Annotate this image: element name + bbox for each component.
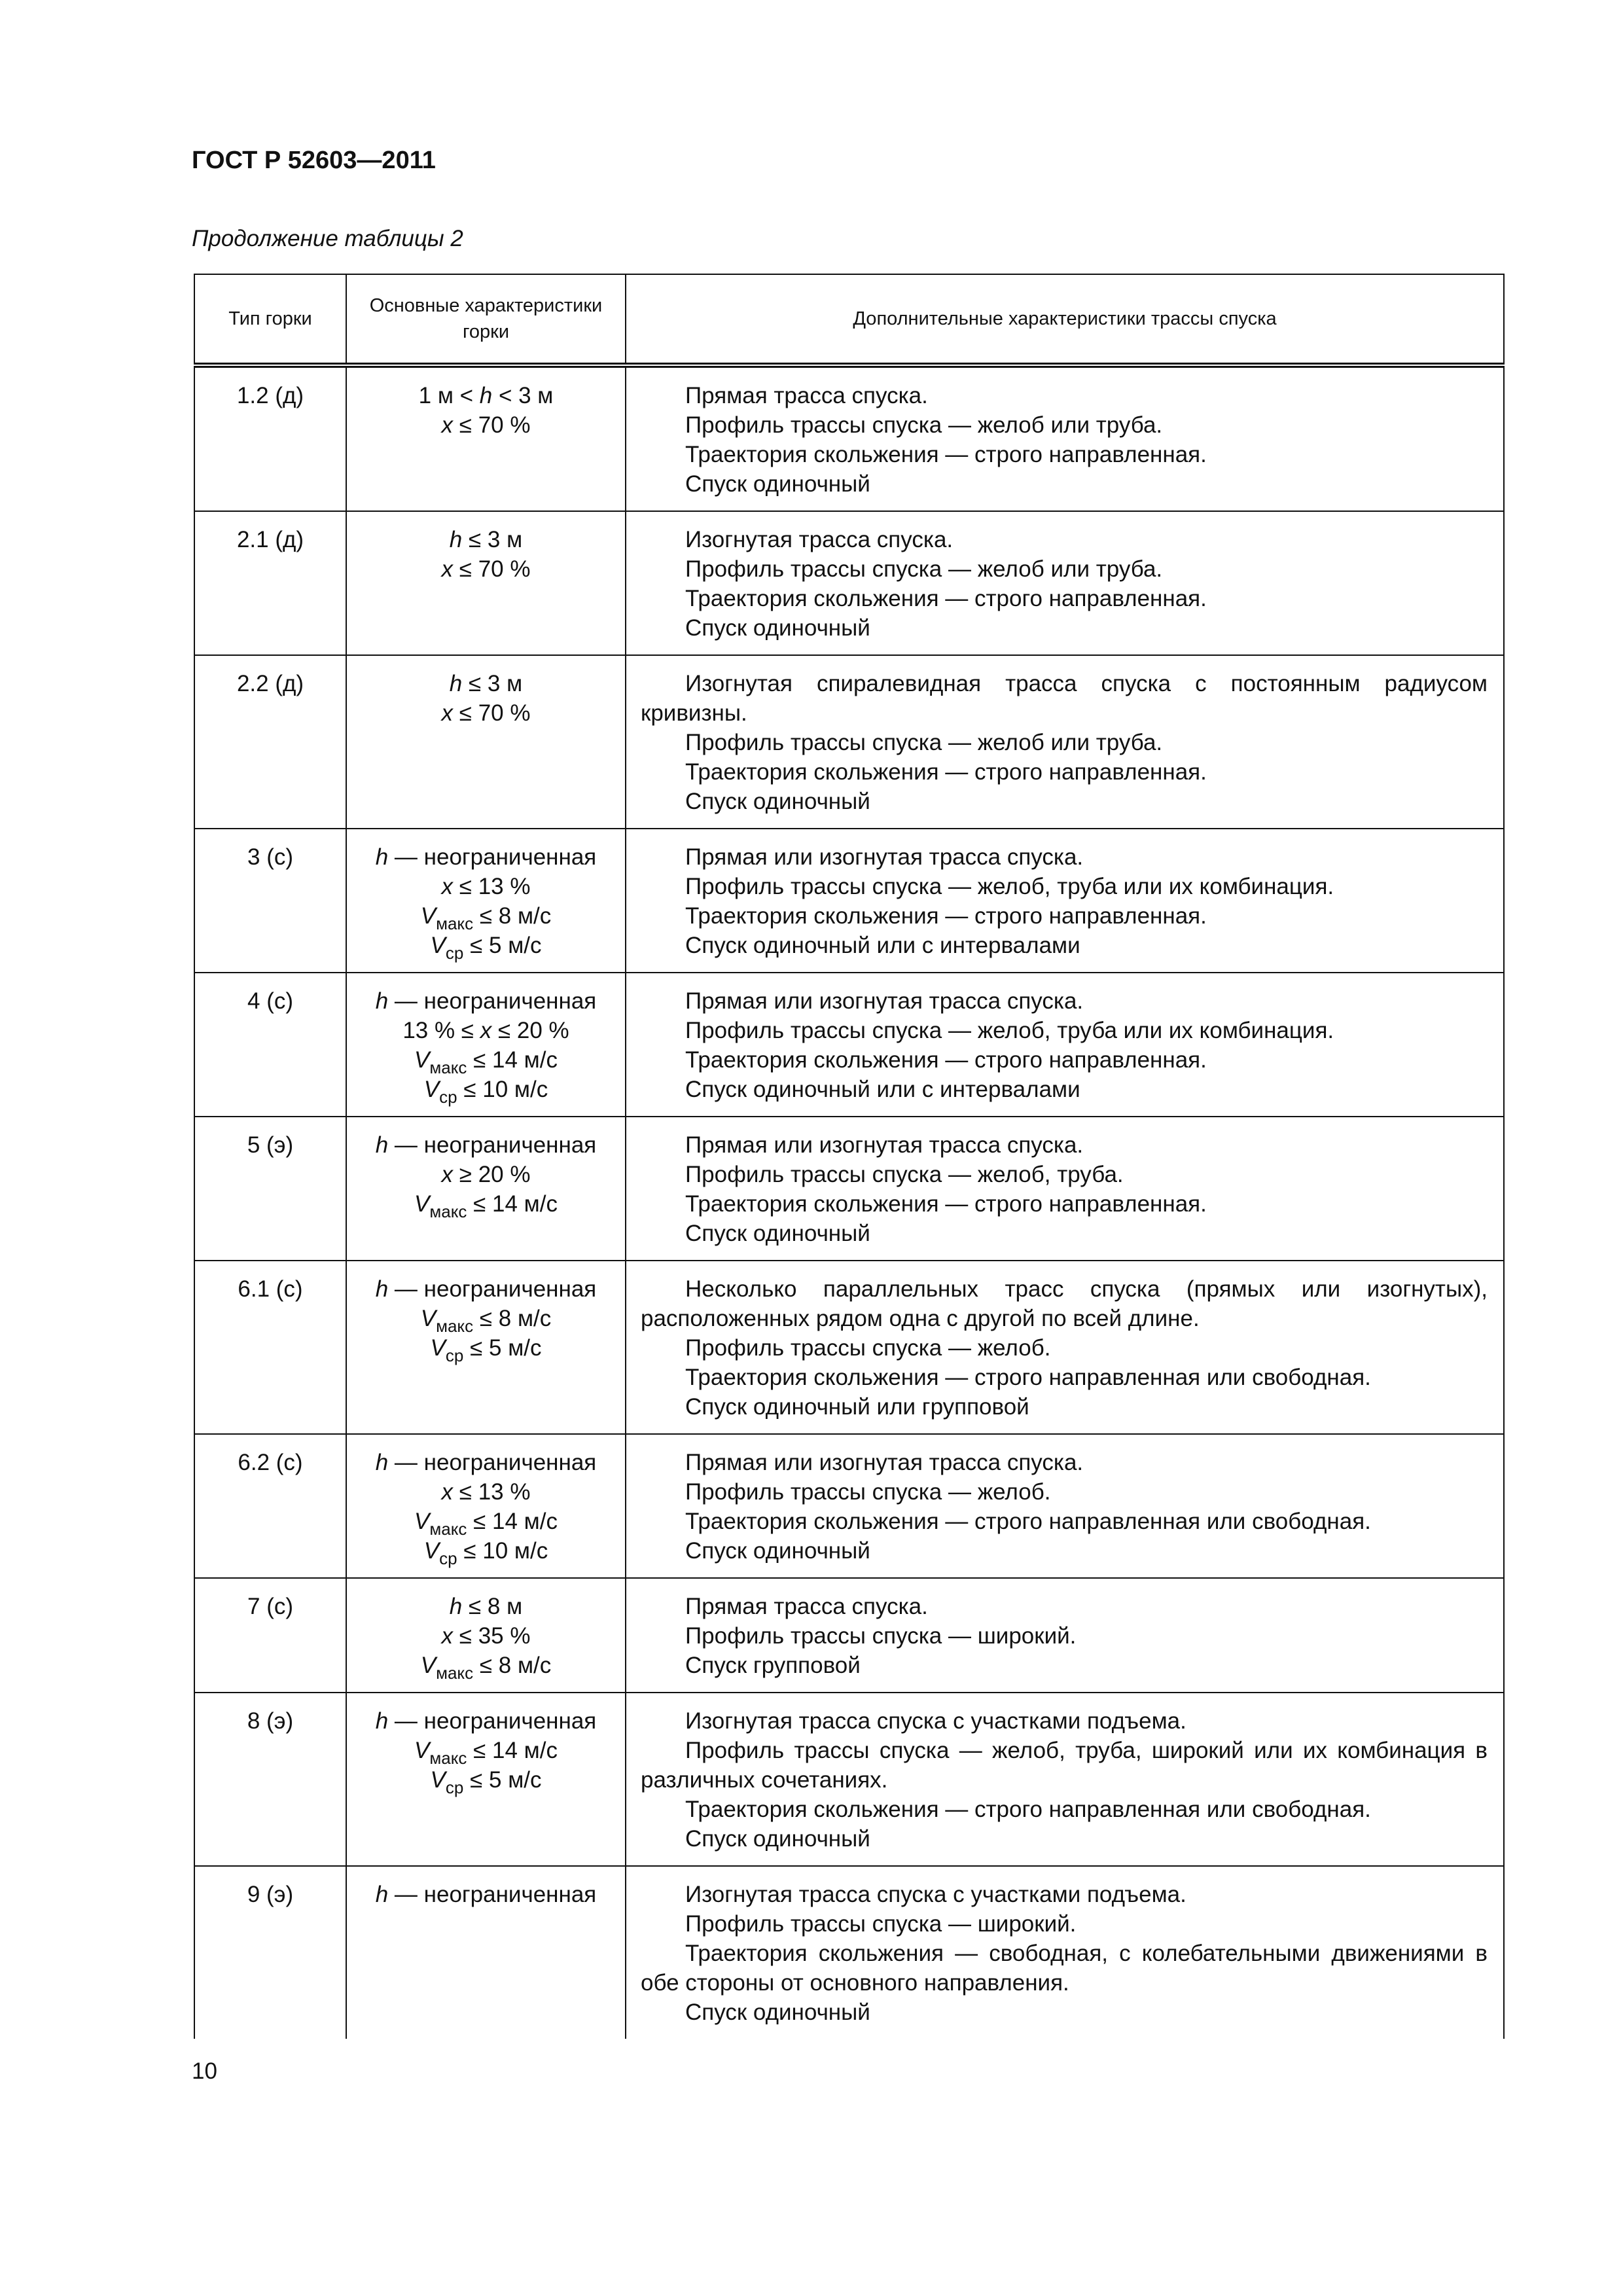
description-line: Спуск одиночный [685, 1538, 870, 1564]
characteristic-sub: ср [439, 1549, 457, 1568]
description-line: Траектория скольжения — строго направленная. [685, 903, 1207, 929]
characteristic-var: V [414, 1738, 430, 1763]
characteristic-line [351, 1304, 621, 1336]
table-row [194, 1578, 1504, 1693]
characteristic-post: ≤ 8 м/с [473, 1306, 552, 1331]
additional-characteristics-cell [626, 1261, 1504, 1434]
table-row [194, 973, 1504, 1117]
characteristic-post: ≤ 70 % [453, 412, 531, 438]
characteristic-sub: макс [436, 1663, 474, 1683]
additional-characteristics-cell [626, 1693, 1504, 1866]
characteristic-var: x [441, 700, 454, 726]
description-line: Спуск одиночный или с интервалами [685, 933, 1080, 958]
table-row [194, 829, 1504, 973]
characteristic-var: h [449, 671, 463, 696]
characteristic-post: ≤ 8 м/с [473, 903, 552, 929]
description-line: Траектория скольжения — строго направленная. [685, 1191, 1207, 1217]
characteristic-line [351, 901, 621, 931]
characteristic-var: h [375, 1276, 389, 1302]
characteristic-line [351, 1160, 621, 1189]
characteristic-var: h [375, 1132, 389, 1158]
main-characteristics-cell [346, 973, 626, 1117]
characteristic-line [351, 1706, 621, 1736]
characteristic-post: ≥ 20 % [453, 1162, 531, 1187]
characteristic-var: h [449, 527, 463, 552]
characteristic-pre: 13 % ≤ [402, 1018, 480, 1043]
characteristic-var: V [414, 1047, 430, 1073]
description-line: Спуск одиночный [685, 2000, 870, 2025]
characteristic-var: x [441, 412, 454, 438]
characteristic-line [351, 1448, 621, 1477]
characteristic-post: — неограниченная [388, 1450, 597, 1475]
characteristic-line [351, 554, 621, 584]
table-row [194, 1866, 1504, 2039]
characteristic-line [351, 986, 621, 1016]
description-line: Изогнутая трасса спуска с участками подъема. [685, 1708, 1186, 1734]
characteristic-line [351, 1333, 621, 1363]
characteristic-line [351, 1536, 621, 1566]
characteristic-post: — неограниченная [388, 1276, 597, 1302]
description-line: Траектория скольжения — строго направленная. [685, 586, 1207, 611]
characteristic-post: < 3 м [492, 383, 554, 408]
characteristic-post: ≤ 14 м/с [467, 1509, 558, 1534]
description-line: Спуск одиночный [685, 1221, 870, 1246]
characteristic-pre: 1 м < [418, 383, 480, 408]
characteristic-line [351, 669, 621, 698]
slide-type-cell: 8 (э) [194, 1693, 346, 1866]
description-line: Спуск одиночный [685, 471, 870, 497]
slide-type-cell: 2.1 (д) [194, 511, 346, 655]
characteristic-line [351, 1736, 621, 1768]
additional-characteristics-cell [626, 1117, 1504, 1261]
characteristic-var: V [420, 903, 437, 929]
description-line: Профиль трассы спуска — желоб или труба. [685, 412, 1163, 438]
additional-characteristics-cell [626, 511, 1504, 655]
characteristic-sub: макс [429, 1202, 467, 1221]
table-row [194, 365, 1504, 511]
characteristic-line [351, 1045, 621, 1075]
characteristic-line [351, 1189, 621, 1219]
description-line: Траектория скольжения — строго направленная или свободная. [685, 1365, 1371, 1390]
main-characteristics-cell [346, 829, 626, 973]
additional-characteristics-cell [626, 1578, 1504, 1693]
characteristic-var: x [441, 874, 454, 899]
additional-characteristics-cell [626, 829, 1504, 973]
description-line: Траектория скольжения — строго направленная. [685, 759, 1207, 785]
additional-characteristics-cell [626, 655, 1504, 829]
slide-type-cell: 5 (э) [194, 1117, 346, 1261]
slide-type-cell: 1.2 (д) [194, 365, 346, 511]
characteristic-post: ≤ 14 м/с [467, 1047, 558, 1073]
characteristic-line [351, 1765, 621, 1795]
description-line: Профиль трассы спуска — желоб, труба или их комбинация. [685, 874, 1334, 899]
main-characteristics-cell [346, 1434, 626, 1578]
characteristic-line [351, 698, 621, 728]
main-characteristics-cell [346, 365, 626, 511]
main-characteristics-cell [346, 1261, 626, 1434]
characteristic-sub: ср [445, 1346, 464, 1365]
characteristic-var: V [420, 1306, 437, 1331]
main-characteristics-cell [346, 1578, 626, 1693]
characteristic-var: x [441, 1162, 454, 1187]
characteristic-post: ≤ 5 м/с [463, 1767, 542, 1793]
table-caption: Продолжение таблицы 2 [192, 226, 463, 251]
slide-type-cell: 7 (с) [194, 1578, 346, 1693]
characteristic-post: ≤ 8 м [462, 1594, 523, 1619]
description-line: Траектория скольжения — строго направленная. [685, 1047, 1207, 1073]
description-line: Профиль трассы спуска — желоб, труба, широкий или их комбинация в различных сочетаниях. [641, 1738, 1488, 1793]
header-additional-characteristics: Дополнительные характеристики трассы спуска [626, 274, 1504, 365]
characteristic-var: V [423, 1538, 440, 1564]
characteristic-line [351, 410, 621, 440]
additional-characteristics-cell [626, 1866, 1504, 2039]
characteristic-var: x [441, 1623, 454, 1649]
table-row [194, 1117, 1504, 1261]
slide-type-cell: 3 (с) [194, 829, 346, 973]
main-characteristics-cell [346, 1693, 626, 1866]
description-line: Профиль трассы спуска — желоб, труба или их комбинация. [685, 1018, 1334, 1043]
description-line: Траектория скольжения — свободная, с колебательными движениями в обе стороны от основного направления. [641, 1941, 1488, 1996]
characteristic-var: V [430, 1335, 446, 1361]
characteristic-var: h [449, 1594, 463, 1619]
slide-type-cell: 6.2 (с) [194, 1434, 346, 1578]
characteristic-post: — неограниченная [388, 1882, 597, 1907]
characteristic-post: ≤ 14 м/с [467, 1191, 558, 1217]
main-characteristics-cell [346, 511, 626, 655]
description-line: Спуск одиночный [685, 1826, 870, 1852]
characteristic-line [351, 1274, 621, 1304]
table-row [194, 511, 1504, 655]
page-number: 10 [192, 2058, 217, 2084]
characteristic-sub: макс [429, 1519, 467, 1539]
characteristic-post: ≤ 20 % [491, 1018, 569, 1043]
description-line: Профиль трассы спуска — желоб. [685, 1479, 1051, 1505]
characteristic-var: x [441, 556, 454, 582]
description-line: Профиль трассы спуска — широкий. [685, 1911, 1077, 1937]
characteristic-post: ≤ 13 % [453, 1479, 531, 1505]
characteristic-post: ≤ 10 м/с [457, 1538, 548, 1564]
main-characteristics-cell [346, 655, 626, 829]
description-line: Спуск групповой [685, 1653, 861, 1678]
characteristic-post: ≤ 14 м/с [467, 1738, 558, 1763]
description-line: Спуск одиночный или с интервалами [685, 1077, 1080, 1102]
additional-characteristics-cell [626, 365, 1504, 511]
characteristic-var: V [414, 1509, 430, 1534]
characteristic-line [351, 1592, 621, 1621]
description-line: Изогнутая спиралевидная трасса спуска с постоянным радиусом кривизны. [641, 671, 1488, 726]
description-line: Изогнутая трасса спуска с участками подъема. [685, 1882, 1186, 1907]
description-line: Прямая или изогнутая трасса спуска. [685, 1132, 1084, 1158]
description-line: Спуск одиночный [685, 615, 870, 641]
description-line: Профиль трассы спуска — желоб или труба. [685, 730, 1163, 755]
characteristic-post: ≤ 13 % [453, 874, 531, 899]
characteristic-line [351, 1477, 621, 1507]
slide-type-cell: 4 (с) [194, 973, 346, 1117]
additional-characteristics-cell [626, 973, 1504, 1117]
header-type: Тип горки [194, 274, 346, 365]
characteristic-line [351, 842, 621, 872]
characteristic-sub: ср [439, 1087, 457, 1107]
description-line: Прямая или изогнутая трасса спуска. [685, 1450, 1084, 1475]
characteristic-post: ≤ 3 м [462, 671, 523, 696]
characteristic-var: V [423, 1077, 440, 1102]
characteristic-line [351, 1016, 621, 1045]
slide-types-table [194, 274, 1505, 2039]
description-line: Траектория скольжения — строго направленная или свободная. [685, 1797, 1371, 1822]
characteristic-var: h [375, 1882, 389, 1907]
header-main-characteristics: Основные характеристики горки [346, 274, 626, 365]
description-line: Изогнутая трасса спуска. [685, 527, 954, 552]
characteristic-post: ≤ 5 м/с [463, 933, 542, 958]
table-row [194, 1261, 1504, 1434]
characteristic-sub: ср [445, 1778, 464, 1797]
additional-characteristics-cell [626, 1434, 1504, 1578]
characteristic-line [351, 1130, 621, 1160]
characteristic-var: h [375, 844, 389, 870]
description-line: Спуск одиночный или групповой [685, 1394, 1029, 1420]
characteristic-post: — неограниченная [388, 988, 597, 1014]
characteristic-post: — неограниченная [388, 844, 597, 870]
description-line: Несколько параллельных трасс спуска (прямых или изогнутых), расположенных рядом одна с другой по всей длине. [641, 1276, 1488, 1331]
characteristic-post: — неограниченная [388, 1708, 597, 1734]
characteristic-sub: ср [445, 943, 464, 963]
description-line: Прямая или изогнутая трасса спуска. [685, 844, 1084, 870]
characteristic-var: V [420, 1653, 437, 1678]
description-line: Спуск одиночный [685, 789, 870, 814]
main-characteristics-cell [346, 1866, 626, 2039]
characteristic-line [351, 525, 621, 554]
characteristic-sub: макс [436, 1316, 474, 1336]
table-row [194, 1693, 1504, 1866]
characteristic-line [351, 1651, 621, 1683]
table-row [194, 655, 1504, 829]
slide-type-cell: 6.1 (с) [194, 1261, 346, 1434]
characteristic-var: V [430, 1767, 446, 1793]
characteristic-line [351, 1880, 621, 1909]
characteristic-var: h [375, 1708, 389, 1734]
characteristic-var: x [441, 1479, 454, 1505]
description-line: Профиль трассы спуска — желоб. [685, 1335, 1051, 1361]
characteristic-post: ≤ 3 м [462, 527, 523, 552]
characteristic-post: ≤ 5 м/с [463, 1335, 542, 1361]
description-line: Прямая или изогнутая трасса спуска. [685, 988, 1084, 1014]
characteristic-line [351, 931, 621, 963]
characteristic-var: V [414, 1191, 430, 1217]
characteristic-sub: макс [429, 1058, 467, 1077]
characteristic-var: h [479, 383, 493, 408]
characteristic-var: h [375, 988, 389, 1014]
characteristic-line [351, 381, 621, 410]
description-line: Профиль трассы спуска — широкий. [685, 1623, 1077, 1649]
description-line: Прямая трасса спуска. [685, 1594, 928, 1619]
characteristic-post: ≤ 8 м/с [473, 1653, 552, 1678]
characteristic-line [351, 872, 621, 901]
description-line: Траектория скольжения — строго направленная или свободная. [685, 1509, 1371, 1534]
characteristic-post: ≤ 70 % [453, 556, 531, 582]
slide-type-cell: 9 (э) [194, 1866, 346, 2039]
characteristic-var: h [375, 1450, 389, 1475]
characteristic-line [351, 1621, 621, 1651]
characteristic-var: V [430, 933, 446, 958]
characteristic-post: — неограниченная [388, 1132, 597, 1158]
characteristic-sub: макс [436, 914, 474, 933]
characteristic-sub: макс [429, 1748, 467, 1768]
characteristic-post: ≤ 70 % [453, 700, 531, 726]
table-row [194, 1434, 1504, 1578]
description-line: Профиль трассы спуска — желоб, труба. [685, 1162, 1124, 1187]
characteristic-post: ≤ 10 м/с [457, 1077, 548, 1102]
description-line: Траектория скольжения — строго направленная. [685, 442, 1207, 467]
description-line: Профиль трассы спуска — желоб или труба. [685, 556, 1163, 582]
characteristic-var: x [480, 1018, 492, 1043]
main-characteristics-cell [346, 1117, 626, 1261]
characteristic-line [351, 1507, 621, 1539]
characteristic-line [351, 1075, 621, 1107]
document-header: ГОСТ Р 52603—2011 [192, 147, 436, 174]
description-line: Прямая трасса спуска. [685, 383, 928, 408]
characteristic-post: ≤ 35 % [453, 1623, 531, 1649]
table-header-row [194, 274, 1504, 365]
slide-type-cell: 2.2 (д) [194, 655, 346, 829]
